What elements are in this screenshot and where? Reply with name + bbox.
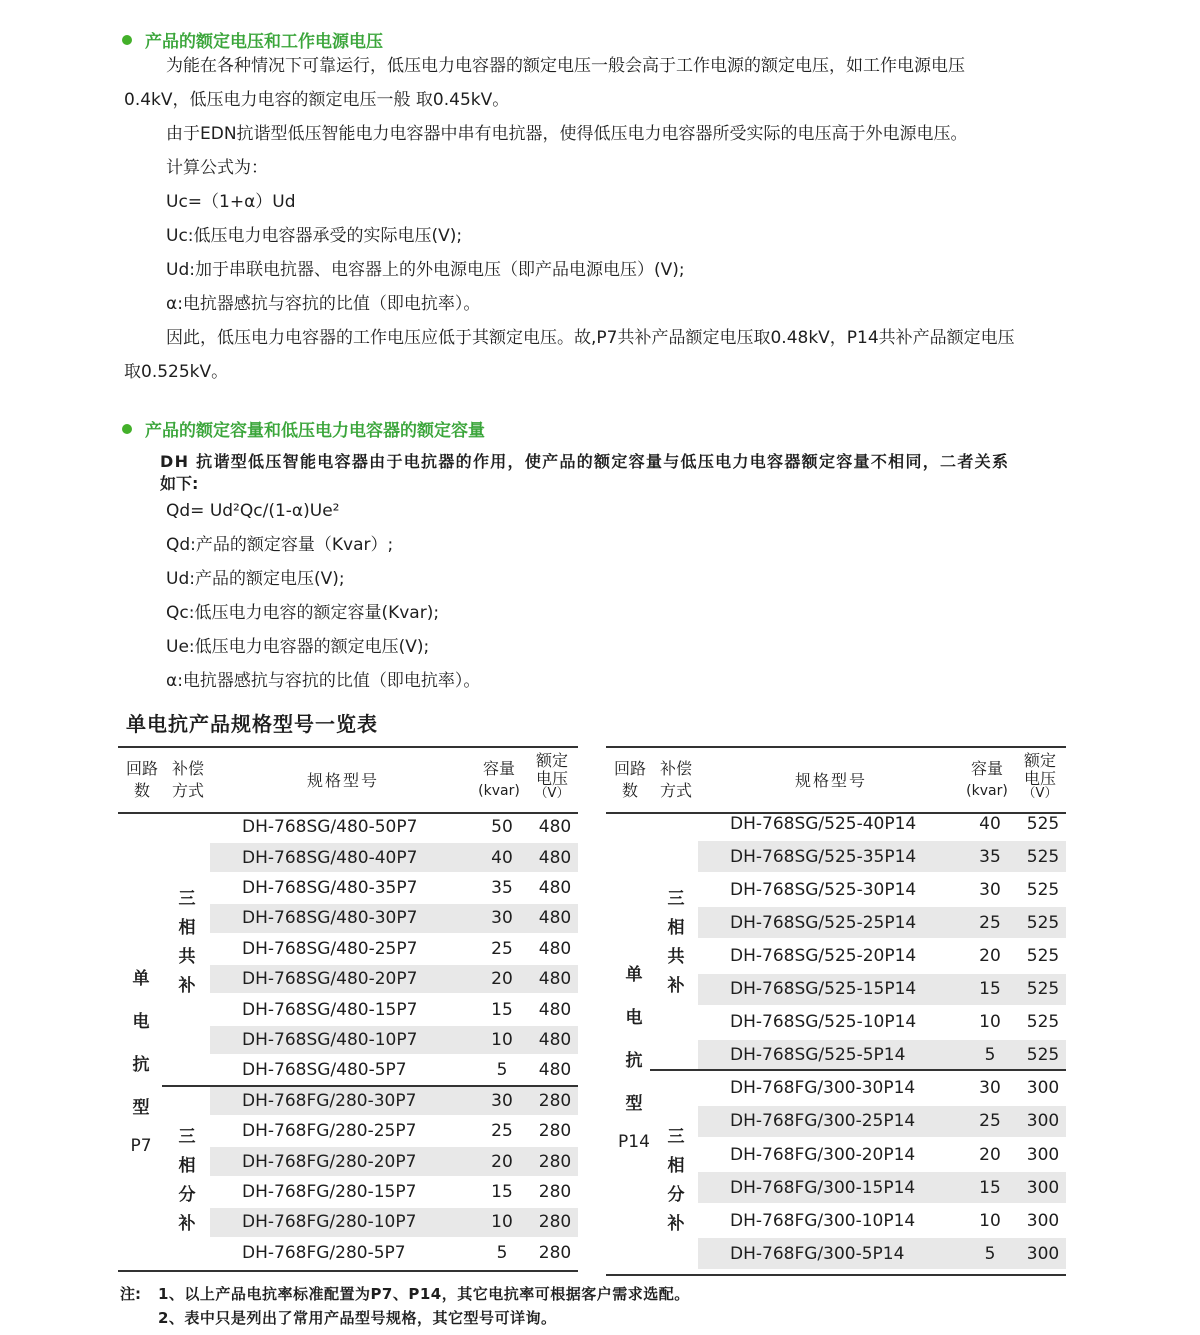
- table-row: [210, 935, 578, 963]
- s1-line-8: α:电抗器感抗与容抗的比值（即电抗率）。: [166, 294, 481, 314]
- voltage-cell: 280: [538, 1121, 572, 1142]
- table-row: [210, 1087, 578, 1115]
- section1-heading-text: 产品的额定电压和工作电源电压: [145, 32, 383, 52]
- capacity-cell: 5: [984, 1243, 996, 1264]
- bullet-dot-icon: [122, 424, 132, 434]
- voltage-cell: 480: [538, 847, 572, 868]
- capacity-cell: 25: [491, 1121, 513, 1142]
- model-cell: DH-768FG/280-5P7: [242, 1242, 406, 1263]
- s1-line-2: 0.4kV，低压电力电容的额定电压一般 取0.45kV。: [124, 90, 510, 110]
- right-mode-split: 三 相 分 补: [667, 1127, 685, 1234]
- model-cell: DH-768SG/480-50P7: [242, 817, 418, 838]
- capacity-cell: 30: [979, 879, 1001, 900]
- model-cell: DH-768FG/280-30P7: [242, 1090, 417, 1111]
- voltage-cell: 300: [1026, 1243, 1060, 1264]
- voltage-cell: 480: [538, 908, 572, 929]
- bullet-dot-icon: [122, 35, 132, 45]
- capacity-cell: 30: [979, 1078, 1001, 1099]
- table-row: [698, 1238, 1066, 1269]
- table-row: [698, 808, 1066, 839]
- voltage-cell: 300: [1026, 1210, 1060, 1231]
- table-row: [210, 1178, 578, 1206]
- table-row: [698, 841, 1066, 872]
- right-group-separator: [650, 1069, 1066, 1071]
- table-row: [210, 965, 578, 993]
- header-model: 规格型号: [794, 771, 867, 790]
- table-row: [698, 1139, 1066, 1170]
- voltage-cell: 525: [1026, 1045, 1060, 1066]
- capacity-cell: 5: [496, 1060, 508, 1081]
- voltage-cell: 280: [538, 1242, 572, 1263]
- voltage-cell: 300: [1026, 1177, 1060, 1198]
- voltage-cell: 525: [1026, 846, 1060, 867]
- model-cell: DH-768FG/300-30P14: [730, 1078, 916, 1099]
- voltage-cell: 525: [1026, 979, 1060, 1000]
- s1-line-6: Uc:低压电力电容器承受的实际电压(V);: [166, 226, 463, 246]
- s1-line-3: 由于EDN抗谐型低压智能电力电容器中串有电抗器，使得低压电力电容器所受实际的电压高于外电源电压。: [166, 124, 968, 144]
- capacity-cell: 20: [979, 1144, 1001, 1165]
- header-mode: 补偿 方式: [171, 759, 204, 800]
- table-row: [210, 1056, 578, 1084]
- model-cell: DH-768FG/300-25P14: [730, 1111, 916, 1132]
- table-left-header: [118, 746, 578, 814]
- capacity-cell: 15: [979, 1177, 1001, 1198]
- model-cell: DH-768SG/525-25P14: [730, 912, 917, 933]
- capacity-cell: 35: [491, 877, 513, 898]
- model-cell: DH-768SG/480-30P7: [242, 908, 418, 929]
- voltage-cell: 480: [538, 1060, 572, 1081]
- model-cell: DH-768SG/525-5P14: [730, 1045, 906, 1066]
- table-row: [210, 1026, 578, 1054]
- model-cell: DH-768FG/280-25P7: [242, 1121, 417, 1142]
- model-cell: DH-768SG/525-10P14: [730, 1012, 917, 1033]
- voltage-cell: 480: [538, 969, 572, 990]
- right-table-bottom-rule: [606, 1274, 1066, 1276]
- header-capacity: 容量 (kvar): [478, 759, 520, 799]
- capacity-cell: 20: [491, 969, 513, 990]
- right-group-label: 单 电 抗 型 P14: [618, 965, 650, 1152]
- header-mode: 补偿 方式: [659, 759, 692, 800]
- note-2: 2、表中只是列出了常用产品型号规格，其它型号可详询。: [158, 1309, 557, 1327]
- model-cell: DH-768SG/525-30P14: [730, 879, 917, 900]
- capacity-cell: 25: [979, 1111, 1001, 1132]
- model-cell: DH-768FG/300-15P14: [730, 1177, 916, 1198]
- s2-intro-2: 如下:: [160, 474, 199, 493]
- header-loops: 回路 数: [125, 759, 158, 800]
- header-model: 规格型号: [306, 771, 379, 790]
- section1-heading: [122, 27, 383, 52]
- table-row: [210, 813, 578, 841]
- table-row: [698, 1172, 1066, 1203]
- voltage-cell: 525: [1026, 912, 1060, 933]
- table-row: [698, 1205, 1066, 1236]
- voltage-cell: 280: [538, 1181, 572, 1202]
- model-cell: DH-768FG/280-20P7: [242, 1151, 417, 1172]
- voltage-cell: 480: [538, 999, 572, 1020]
- note-1: 1、以上产品电抗率标准配置为P7、P14，其它电抗率可根据客户需求选配。: [158, 1285, 690, 1303]
- table-row: [210, 1147, 578, 1175]
- s1-line-10: 取0.525kV。: [124, 362, 229, 382]
- model-cell: DH-768SG/480-20P7: [242, 969, 418, 990]
- s1-formula: Uc=（1+α）Ud: [166, 192, 296, 212]
- s1-line-7: Ud:加于串联电抗器、电容器上的外电源电压（即产品电源电压）(V);: [166, 260, 685, 280]
- notes-label: 注:: [120, 1285, 141, 1303]
- model-cell: DH-768SG/480-25P7: [242, 938, 418, 959]
- capacity-cell: 10: [491, 1029, 513, 1050]
- voltage-cell: 525: [1026, 1012, 1060, 1033]
- capacity-cell: 10: [979, 1012, 1001, 1033]
- s2-intro-1: DH 抗谐型低压智能电容器由于电抗器的作用，使产品的额定容量与低压电力电容器额定容量不相同，二者关系: [160, 452, 1010, 471]
- voltage-cell: 480: [538, 938, 572, 959]
- voltage-cell: 525: [1026, 813, 1060, 834]
- header-capacity: 容量 (kvar): [966, 759, 1008, 799]
- voltage-cell: 280: [538, 1212, 572, 1233]
- table-row: [210, 995, 578, 1023]
- table-row: [698, 974, 1066, 1005]
- left-group-label: 单 电 抗 型 P7: [130, 969, 152, 1156]
- voltage-cell: 280: [538, 1151, 572, 1172]
- voltage-cell: 525: [1026, 945, 1060, 966]
- left-table-bottom-rule: [118, 1270, 578, 1272]
- model-cell: DH-768SG/525-40P14: [730, 813, 917, 834]
- voltage-cell: 525: [1026, 879, 1060, 900]
- right-mode-common: 三 相 共 补: [667, 889, 685, 996]
- voltage-cell: 480: [538, 1029, 572, 1050]
- model-cell: DH-768SG/480-10P7: [242, 1029, 418, 1050]
- s2-formula: Qd= Ud²Qc/(1-α)Ue²: [166, 501, 340, 521]
- header-voltage: 额定 电压 （V）: [534, 751, 570, 801]
- s1-line-4: 计算公式为：: [166, 158, 268, 178]
- table-row: [698, 1040, 1066, 1071]
- model-cell: DH-768SG/525-35P14: [730, 846, 917, 867]
- capacity-cell: 40: [979, 813, 1001, 834]
- table-row: [210, 874, 578, 902]
- left-group-separator: [162, 1085, 578, 1087]
- table-left: [118, 746, 578, 1276]
- section2-heading-text: 产品的额定容量和低压电力电容器的额定容量: [145, 421, 485, 441]
- model-cell: DH-768FG/300-5P14: [730, 1243, 905, 1264]
- table-row: [698, 874, 1066, 905]
- voltage-cell: 300: [1026, 1144, 1060, 1165]
- header-loops: 回路 数: [613, 759, 646, 800]
- model-cell: DH-768SG/480-5P7: [242, 1060, 407, 1081]
- s2-line-4: Qc:低压电力电容的额定容量(Kvar);: [166, 603, 440, 623]
- capacity-cell: 15: [491, 999, 513, 1020]
- model-cell: DH-768SG/480-15P7: [242, 999, 418, 1020]
- capacity-cell: 15: [491, 1181, 513, 1202]
- model-cell: DH-768SG/480-35P7: [242, 877, 418, 898]
- capacity-cell: 5: [984, 1045, 996, 1066]
- s2-line-2: Qd:产品的额定容量（Kvar）;: [166, 535, 394, 555]
- voltage-cell: 300: [1026, 1078, 1060, 1099]
- table-title: 单电抗产品规格型号一览表: [126, 712, 378, 736]
- table-row: [698, 940, 1066, 971]
- left-mode-split: 三 相 分 补: [178, 1127, 196, 1234]
- table-row: [698, 1106, 1066, 1137]
- model-cell: DH-768SG/525-15P14: [730, 979, 917, 1000]
- capacity-cell: 20: [979, 945, 1001, 966]
- table-row: [210, 904, 578, 932]
- capacity-cell: 20: [491, 1151, 513, 1172]
- s2-line-6: α:电抗器感抗与容抗的比值（即电抗率）。: [166, 671, 481, 691]
- voltage-cell: 480: [538, 817, 572, 838]
- voltage-cell: 480: [538, 877, 572, 898]
- capacity-cell: 25: [979, 912, 1001, 933]
- model-cell: DH-768SG/480-40P7: [242, 847, 418, 868]
- capacity-cell: 50: [491, 817, 513, 838]
- table-row: [698, 1007, 1066, 1038]
- capacity-cell: 10: [491, 1212, 513, 1233]
- capacity-cell: 10: [979, 1210, 1001, 1231]
- capacity-cell: 40: [491, 847, 513, 868]
- capacity-cell: 30: [491, 1090, 513, 1111]
- table-row: [210, 1117, 578, 1145]
- header-voltage: 额定 电压 （V）: [1022, 751, 1058, 801]
- table-row: [210, 1239, 578, 1267]
- table-row: [210, 843, 578, 871]
- s2-line-5: Ue:低压电力电容器的额定电压(V);: [166, 637, 430, 657]
- table-row: [210, 1208, 578, 1236]
- capacity-cell: 30: [491, 908, 513, 929]
- section2-heading: [122, 416, 485, 441]
- voltage-cell: 280: [538, 1090, 572, 1111]
- model-cell: DH-768FG/280-10P7: [242, 1212, 417, 1233]
- capacity-cell: 25: [491, 938, 513, 959]
- capacity-cell: 5: [496, 1242, 508, 1263]
- left-mode-common: 三 相 共 补: [178, 889, 196, 996]
- table-row: [698, 1073, 1066, 1104]
- table-right: [606, 746, 1066, 1276]
- table-row: [698, 907, 1066, 938]
- capacity-cell: 15: [979, 979, 1001, 1000]
- voltage-cell: 300: [1026, 1111, 1060, 1132]
- table-right-header: [606, 746, 1066, 814]
- s2-line-3: Ud:产品的额定电压(V);: [166, 569, 345, 589]
- model-cell: DH-768FG/300-20P14: [730, 1144, 916, 1165]
- model-cell: DH-768SG/525-20P14: [730, 945, 917, 966]
- s1-line-9: 因此，低压电力电容器的工作电压应低于其额定电压。故,P7共补产品额定电压取0.48kV，P14共补产品额定电压: [166, 328, 1015, 348]
- model-cell: DH-768FG/280-15P7: [242, 1181, 417, 1202]
- model-cell: DH-768FG/300-10P14: [730, 1210, 916, 1231]
- capacity-cell: 35: [979, 846, 1001, 867]
- s1-line-1: 为能在各种情况下可靠运行，低压电力电容器的额定电压一般会高于工作电源的额定电压，如工作电源电压: [166, 56, 965, 76]
